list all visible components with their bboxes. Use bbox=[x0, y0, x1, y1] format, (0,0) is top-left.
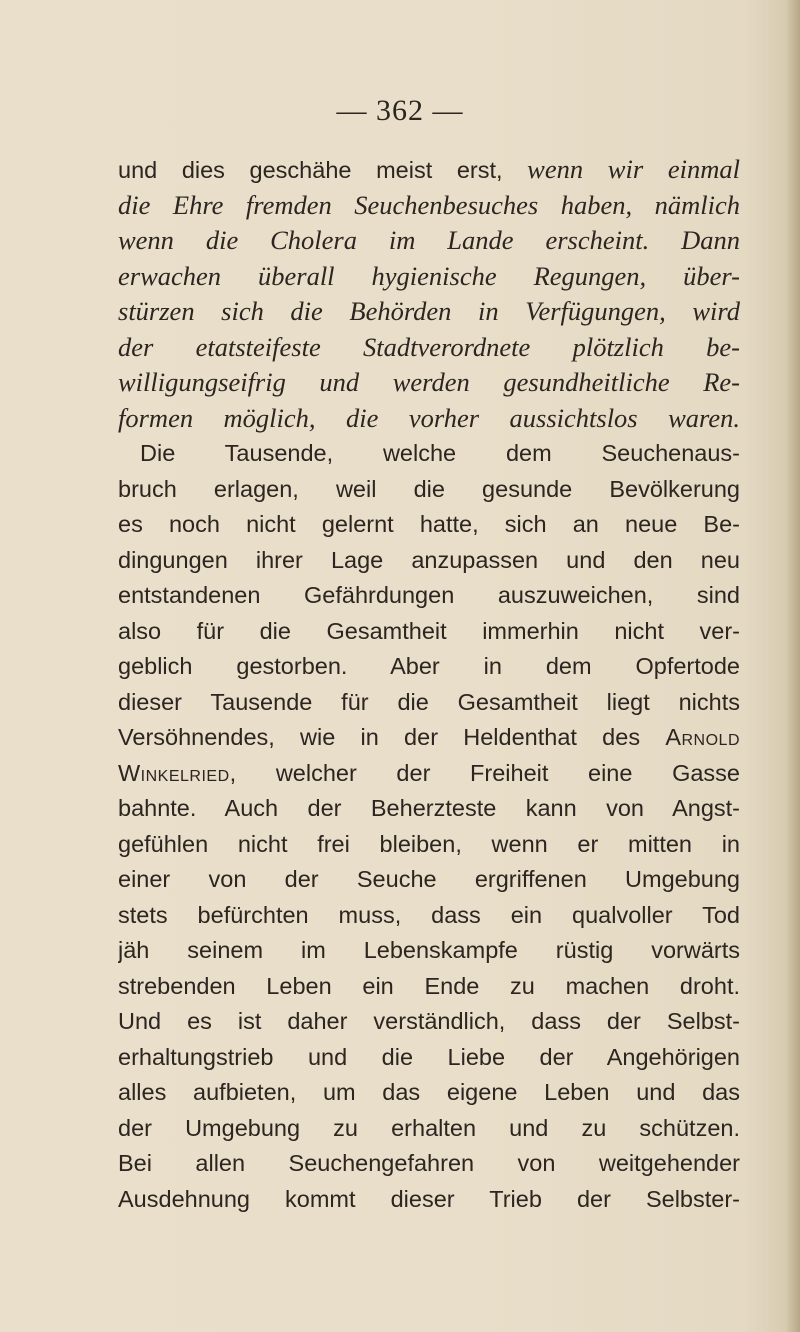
text-line bbox=[118, 898, 740, 934]
text-segment: , welcher der Freiheit eine Gasse bbox=[229, 759, 740, 786]
page-edge-shadow bbox=[786, 0, 800, 1332]
text-segment: geblich gestorben. Aber in dem Opfertode bbox=[118, 653, 740, 679]
text-line bbox=[118, 933, 740, 969]
text-line bbox=[118, 1075, 740, 1111]
text-segment: jäh seinem im Lebenskampfe rüstig vorwärts bbox=[118, 937, 740, 963]
text-line bbox=[118, 1111, 740, 1147]
text-segment: Und es ist daher verständlich, dass der Selbst- bbox=[118, 1008, 740, 1034]
text-segment: Versöhnendes, wie in der Heldenthat des bbox=[118, 724, 666, 750]
text-segment: und dies geschähe meist erst, bbox=[118, 157, 528, 183]
text-line bbox=[118, 685, 740, 721]
text-segment: Bei allen Seuchengefahren von weitgehender bbox=[118, 1150, 740, 1176]
text-line bbox=[118, 578, 740, 614]
text-line bbox=[118, 1040, 740, 1076]
text-segment: die Ehre fremden Seuchenbesuches haben, nämlich bbox=[118, 189, 740, 220]
text-line bbox=[118, 756, 740, 792]
text-line bbox=[118, 1182, 740, 1218]
text-segment: Arnold bbox=[665, 724, 740, 750]
text-segment: bahnte. Auch der Beherzteste kann von Angst- bbox=[118, 795, 740, 821]
text-segment: erhaltungstrieb und die Liebe der Angehörigen bbox=[118, 1043, 740, 1070]
text-line bbox=[118, 1004, 740, 1040]
text-segment: Winkelried bbox=[118, 759, 230, 786]
text-line bbox=[118, 543, 740, 579]
text-segment: einer von der Seuche ergriffenen Umgebung bbox=[118, 866, 740, 892]
text-segment: der Umgebung zu erhalten und zu schützen. bbox=[118, 1114, 740, 1141]
text-line bbox=[118, 223, 740, 259]
text-segment: dingungen ihrer Lage anzupassen und den neu bbox=[118, 546, 740, 573]
text-segment: stürzen sich die Behörden in Verfügungen, wird bbox=[118, 296, 740, 326]
text-segment: wenn die Cholera im Lande erscheint. Dann bbox=[118, 225, 740, 255]
text-line bbox=[118, 862, 740, 898]
text-line bbox=[118, 294, 740, 330]
text-segment: willigungseifrig und werden gesundheitliche Re- bbox=[118, 367, 740, 397]
text-line bbox=[118, 614, 740, 650]
text-line bbox=[118, 827, 740, 863]
text-line bbox=[118, 259, 740, 295]
text-line bbox=[118, 436, 740, 472]
text-segment: formen möglich, die vorher aussichtslos waren. bbox=[118, 402, 740, 433]
text-line bbox=[118, 472, 740, 508]
text-segment: stets befürchten muss, dass ein qualvoller Tod bbox=[118, 901, 740, 928]
text-segment: Ausdehnung kommt dieser Trieb der Selbster- bbox=[118, 1185, 740, 1212]
text-line bbox=[118, 791, 740, 827]
page-number: — 362 — bbox=[336, 94, 464, 127]
text-segment: also für die Gesamtheit immerhin nicht ver- bbox=[118, 617, 740, 644]
text-line bbox=[118, 188, 740, 224]
text-line bbox=[118, 330, 740, 366]
text-segment: strebenden Leben ein Ende zu machen droht. bbox=[118, 972, 740, 999]
text-line bbox=[118, 401, 740, 437]
text-segment: Die Tausende, welche dem Seuchenaus- bbox=[140, 440, 740, 466]
text-line bbox=[118, 152, 740, 188]
text-segment: wenn wir einmal bbox=[527, 154, 740, 184]
text-segment: der etatsteifeste Stadtverordnete plötzlich be- bbox=[118, 331, 740, 362]
text-line bbox=[118, 507, 740, 543]
text-segment: dieser Tausende für die Gesamtheit liegt nichts bbox=[118, 688, 740, 715]
text-line bbox=[118, 365, 740, 401]
text-line bbox=[118, 720, 740, 756]
body-text bbox=[118, 152, 740, 1217]
text-segment: es noch nicht gelernt hatte, sich an neue Be- bbox=[118, 511, 740, 537]
text-segment: entstandenen Gefährdungen auszuweichen, sind bbox=[118, 582, 740, 608]
text-line bbox=[118, 1146, 740, 1182]
text-line bbox=[118, 649, 740, 685]
text-segment: alles aufbieten, um das eigene Leben und das bbox=[118, 1079, 740, 1105]
text-segment: erwachen überall hygienische Regungen, über- bbox=[118, 260, 740, 291]
text-segment: gefühlen nicht frei bleiben, wenn er mitten in bbox=[118, 830, 740, 857]
text-line bbox=[118, 969, 740, 1005]
text-segment: bruch erlagen, weil die gesunde Bevölkerung bbox=[118, 475, 740, 502]
